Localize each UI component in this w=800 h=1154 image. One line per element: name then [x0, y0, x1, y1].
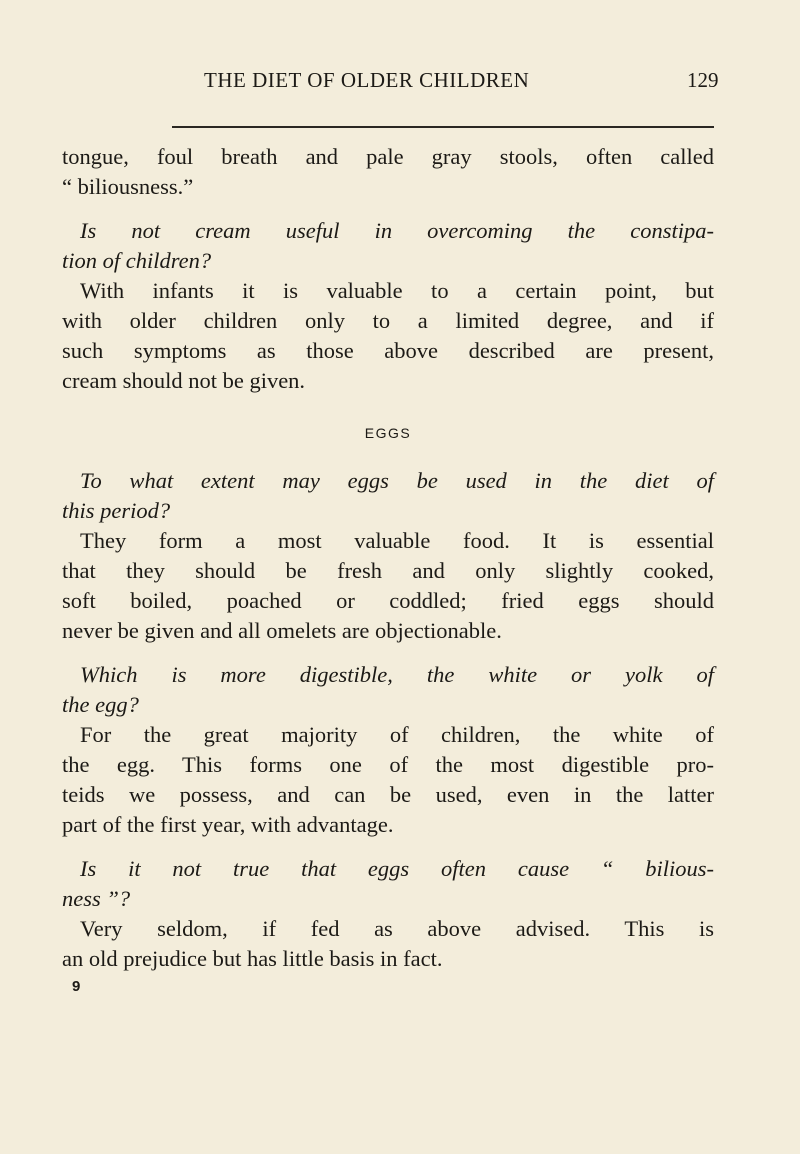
text-line: tongue, foul breath and pale gray stools, often called: [62, 144, 714, 169]
question-line: ness ”?: [62, 886, 131, 911]
signature-mark: 9: [72, 978, 81, 995]
question-eggs-extent: [62, 466, 714, 526]
question-line: To what extent may eggs be used in the diet of: [80, 468, 714, 493]
header-rule: [172, 126, 714, 128]
answer-line: Very seldom, if fed as above advised. This is: [80, 916, 714, 941]
question-white-yolk: [62, 660, 714, 720]
answer-line: part of the first year, with advantage.: [62, 812, 394, 837]
answer-line: cream should not be given.: [62, 368, 306, 393]
question-biliousness: [62, 854, 714, 914]
question-cream: [62, 216, 714, 276]
question-line: Which is more digestible, the white or yolk of: [80, 662, 714, 687]
answer-line: such symptoms as those above described are present,: [62, 338, 714, 363]
question-line: Is not cream useful in overcoming the constipa-: [80, 218, 714, 243]
page-number: 129: [687, 68, 719, 92]
answer-line: With infants it is valuable to a certain point, but: [80, 278, 714, 303]
answer-line: that they should be fresh and only slightly cooked,: [62, 558, 714, 583]
answer-line: an old prejudice but has little basis in fact.: [62, 946, 443, 971]
paragraph-continued: [62, 142, 714, 202]
answer-line: soft boiled, poached or coddled; fried eggs should: [62, 588, 714, 613]
answer-line: teids we possess, and can be used, even in the latter: [62, 782, 714, 807]
answer-eggs-extent: [62, 526, 714, 646]
question-line: tion of children?: [62, 248, 212, 273]
text-line: “ biliousness.”: [62, 174, 194, 199]
answer-white-yolk: [62, 720, 714, 840]
section-heading-eggs: EGGS: [364, 425, 412, 441]
page-body: [62, 142, 714, 1004]
answer-biliousness: [62, 914, 714, 974]
question-line: the egg?: [62, 692, 139, 717]
question-line: Is it not true that eggs often cause “ bilious-: [80, 856, 714, 881]
answer-line: with older children only to a limited degree, and if: [62, 308, 714, 333]
answer-line: They form a most valuable food. It is essential: [80, 528, 714, 553]
running-head: THE DIET OF OLDER CHILDREN: [204, 68, 530, 92]
answer-cream: [62, 276, 714, 396]
answer-line: never be given and all omelets are objectionable.: [62, 618, 502, 643]
answer-line: the egg. This forms one of the most digestible pro-: [62, 752, 714, 777]
answer-line: For the great majority of children, the white of: [80, 722, 714, 747]
question-line: this period?: [62, 498, 171, 523]
